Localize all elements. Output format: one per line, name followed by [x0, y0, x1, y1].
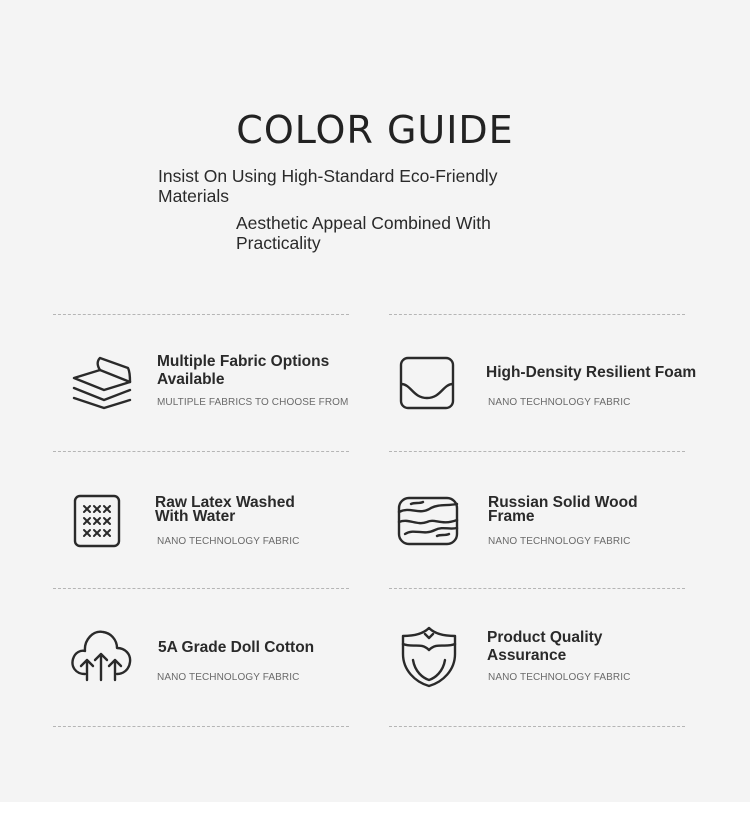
divider [389, 588, 685, 589]
divider [53, 451, 349, 452]
subtitle-aesthetic: Aesthetic Appeal Combined With Practicality [236, 213, 491, 253]
feature-subtitle: NANO TECHNOLOGY FABRIC [157, 672, 300, 683]
divider [53, 726, 349, 727]
layers-icon [70, 356, 134, 410]
feature-subtitle: MULTIPLE FABRICS TO CHOOSE FROM [157, 397, 349, 408]
latex-grid-icon [73, 494, 121, 548]
cloud-arrows-icon [69, 626, 133, 682]
feature-subtitle: NANO TECHNOLOGY FABRIC [488, 397, 631, 408]
page-title: COLOR GUIDE [236, 108, 514, 152]
feature-subtitle: NANO TECHNOLOGY FABRIC [488, 536, 631, 547]
feature-title: High-Density Resilient Foam [486, 364, 697, 381]
feature-subtitle: NANO TECHNOLOGY FABRIC [488, 672, 631, 683]
feature-title: Russian Solid Wood Frame [488, 494, 638, 525]
feature-title: Raw Latex Washed With Water [155, 494, 295, 525]
divider [53, 588, 349, 589]
shield-icon [399, 626, 459, 688]
feature-subtitle: NANO TECHNOLOGY FABRIC [157, 536, 300, 547]
feature-title: 5A Grade Doll Cotton [158, 639, 315, 656]
divider [389, 451, 685, 452]
subtitle-eco-friendly: Insist On Using High-Standard Eco-Friendly Materials [158, 166, 498, 206]
wood-grain-icon [397, 496, 459, 546]
divider [389, 314, 685, 315]
feature-title: Product Quality Assurance [487, 629, 603, 664]
feature-title: Multiple Fabric Options Available [157, 353, 330, 388]
foam-block-icon [399, 356, 455, 410]
divider [53, 314, 349, 315]
divider [389, 726, 685, 727]
